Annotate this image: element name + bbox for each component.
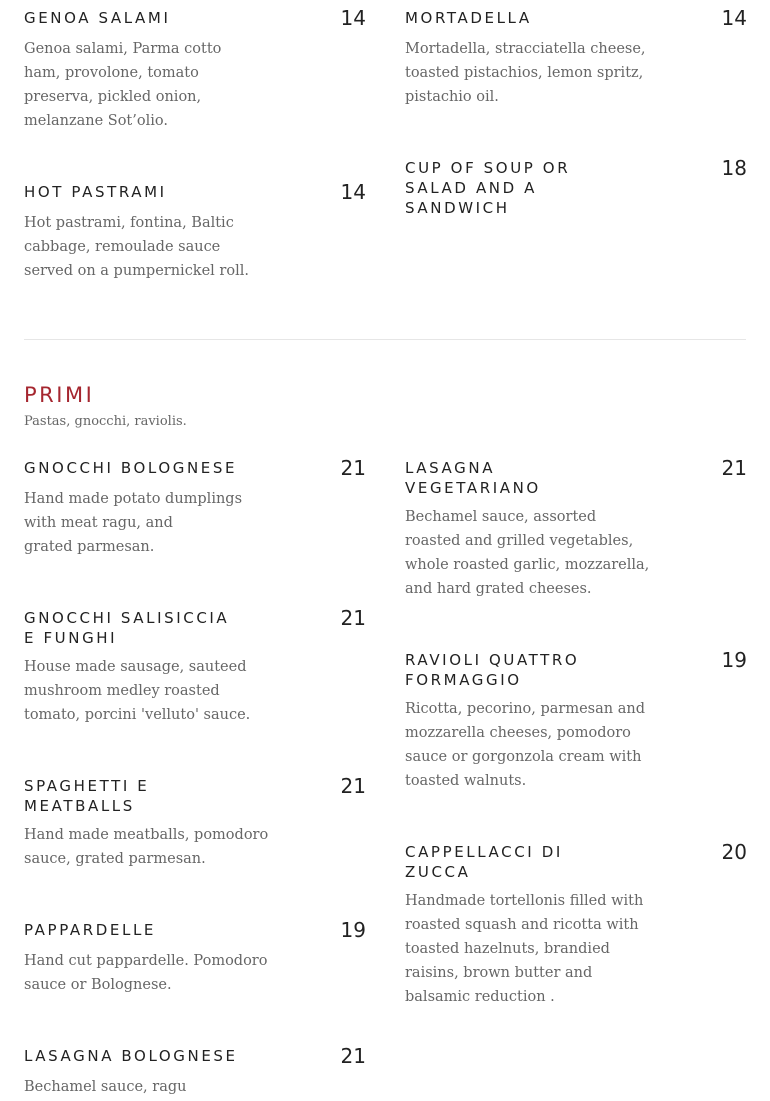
item-price: 21 bbox=[340, 606, 366, 630]
item-name: LASAGNA BOLOGNESE bbox=[24, 1047, 238, 1065]
item-price: 18 bbox=[721, 156, 747, 180]
item-price: 14 bbox=[340, 6, 366, 30]
item-description: Handmade tortellonis filled with roasted squash and ricotta with toasted hazelnuts, brandied raisins, brown butter and balsamic reduction . bbox=[405, 893, 644, 1005]
item-name: CUP OF SOUP OR SALAD AND A SANDWICH bbox=[405, 159, 571, 217]
item-price: 14 bbox=[340, 180, 366, 204]
item-name: HOT PASTRAMI bbox=[24, 183, 167, 201]
menu-item-soup-salad-sandwich bbox=[405, 158, 747, 228]
item-description: Hand cut pappardelle. Pomodoro sauce or Bolognese. bbox=[24, 953, 268, 993]
menu-item-mortadella bbox=[405, 8, 747, 118]
section-title: PRIMI bbox=[24, 383, 95, 407]
item-description: Hand made potato dumplings with meat ragu, and grated parmesan. bbox=[24, 491, 243, 555]
item-price: 21 bbox=[721, 456, 747, 480]
item-name: GENOA SALAMI bbox=[24, 9, 171, 27]
menu-item-gnocchi-salisiccia bbox=[24, 608, 366, 738]
section-divider bbox=[24, 339, 746, 340]
item-price: 19 bbox=[721, 648, 747, 672]
item-description: Mortadella, stracciatella cheese, toasted pistachios, lemon spritz, pistachio oil. bbox=[405, 41, 646, 105]
menu-item-genoa-salami bbox=[24, 8, 366, 138]
item-description: Bechamel sauce, ragu bbox=[24, 1079, 187, 1095]
item-price: 21 bbox=[340, 774, 366, 798]
item-description: Hot pastrami, fontina, Baltic cabbage, remoulade sauce served on a pumpernickel roll. bbox=[24, 215, 249, 279]
item-description: Genoa salami, Parma cotto ham, provolone, tomato preserva, pickled onion, melanzane Sot’olio. bbox=[24, 41, 222, 129]
menu-item-lasagna-vegetariano bbox=[405, 458, 747, 608]
item-name: MORTADELLA bbox=[405, 9, 532, 27]
section-subtitle: Pastas, gnocchi, raviolis. bbox=[24, 414, 187, 429]
item-price: 21 bbox=[340, 1044, 366, 1068]
item-name: SPAGHETTI E MEATBALLS bbox=[24, 777, 150, 815]
menu-item-lasagna-bolognese bbox=[24, 1046, 366, 1101]
menu-item-gnocchi-bolognese bbox=[24, 458, 366, 568]
item-name: GNOCCHI SALISICCIA E FUNGHI bbox=[24, 609, 230, 647]
item-name: PAPPARDELLE bbox=[24, 921, 156, 939]
menu-item-spaghetti-meatballs bbox=[24, 776, 366, 886]
menu-item-cappellacci-di-zucca bbox=[405, 842, 747, 1022]
item-name: LASAGNA VEGETARIANO bbox=[405, 459, 541, 497]
item-description: House made sausage, sauteed mushroom medley roasted tomato, porcini 'velluto' sauce. bbox=[24, 659, 251, 723]
item-name: RAVIOLI QUATTRO FORMAGGIO bbox=[405, 651, 580, 689]
item-price: 19 bbox=[340, 918, 366, 942]
item-description: Bechamel sauce, assorted roasted and grilled vegetables, whole roasted garlic, mozzarella, and hard grated cheeses. bbox=[405, 509, 650, 597]
menu-item-pappardelle bbox=[24, 920, 366, 1010]
menu-item-hot-pastrami bbox=[24, 182, 366, 292]
item-price: 14 bbox=[721, 6, 747, 30]
menu-item-ravioli-quattro-formaggio bbox=[405, 650, 747, 800]
item-name: CAPPELLACCI DI ZUCCA bbox=[405, 843, 563, 881]
item-description: Hand made meatballs, pomodoro sauce, grated parmesan. bbox=[24, 827, 269, 867]
item-description: Ricotta, pecorino, parmesan and mozzarella cheeses, pomodoro sauce or gorgonzola cream with toasted walnuts. bbox=[405, 701, 645, 789]
item-price: 20 bbox=[721, 840, 747, 864]
item-price: 21 bbox=[340, 456, 366, 480]
item-name: GNOCCHI BOLOGNESE bbox=[24, 459, 238, 477]
